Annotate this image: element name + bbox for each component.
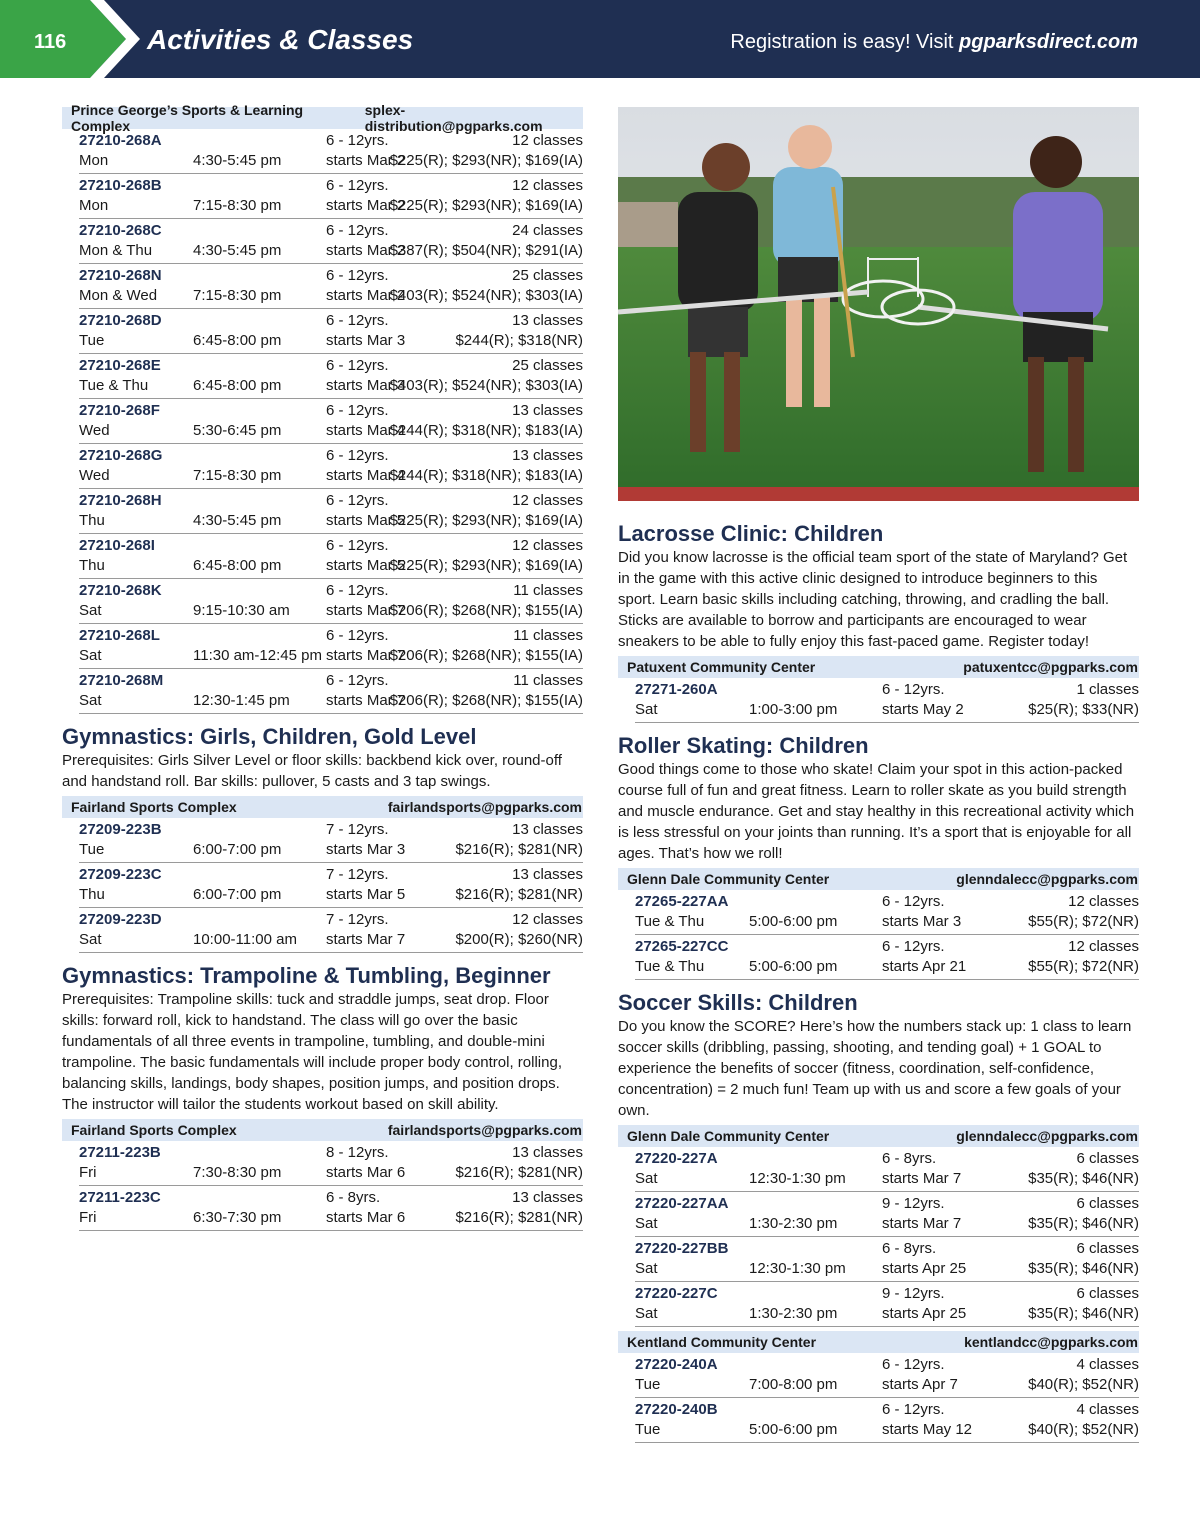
class-day: Thu	[79, 512, 105, 529]
class-code[interactable]: 27209-223C	[79, 866, 162, 883]
class-code[interactable]: 27210-268L	[79, 627, 160, 644]
class-start: starts Mar 5	[326, 557, 406, 574]
location-bar	[618, 656, 1139, 678]
class-day: Sat	[79, 692, 102, 709]
class-row	[79, 818, 583, 863]
class-age: 6 - 12yrs.	[326, 672, 389, 689]
page-number: 116	[34, 31, 67, 53]
class-row	[79, 624, 583, 669]
class-start: starts Mar 5	[326, 886, 406, 903]
class-count: 12 classes	[512, 911, 583, 928]
class-code[interactable]: 27210-268N	[79, 267, 162, 284]
class-row	[79, 129, 583, 174]
class-row	[635, 1282, 1139, 1327]
class-age: 9 - 12yrs.	[882, 1195, 945, 1212]
class-age: 6 - 12yrs.	[882, 893, 945, 910]
class-row	[79, 863, 583, 908]
class-start: starts Mar 2	[326, 152, 406, 169]
class-day: Sat	[635, 1215, 658, 1232]
class-fee: $25(R); $33(NR)	[1028, 701, 1139, 718]
class-fee: $55(R); $72(NR)	[1028, 913, 1139, 930]
class-day: Tue & Thu	[635, 913, 705, 930]
class-fee: $35(R); $46(NR)	[1028, 1305, 1139, 1322]
section-description: Good things come to those who skate! Claim your spot in this action-packed course full of fun and great fitness. Learn to roller skate as you build strength and muscle endurance. Get and stay healthy in this recreational activity which is less stressful on your joints than running. It’s a sport that is enjoyable for all ages. That’s how we roll!	[618, 761, 1135, 862]
class-code[interactable]: 27210-268M	[79, 672, 164, 689]
class-row	[79, 174, 583, 219]
left-column	[62, 102, 583, 1231]
section-description: Did you know lacrosse is the official team sport of the state of Maryland? Get in the game with this active clinic designed to introduce beginners to this sport. Learn basic skills including catching, throwing, and cradling the ball. Sticks are available to borrow and participants are encouraged to wear sneakers to be able to fully enjoy this fast-paced game. Register today!	[618, 549, 1128, 650]
location-email[interactable]: fairlandsports@pgparks.com	[387, 1122, 582, 1138]
class-fee: $200(R); $260(NR)	[455, 931, 583, 948]
class-fee: $225(R); $293(NR); $169(IA)	[389, 197, 583, 214]
class-day: Tue	[79, 332, 105, 349]
location-bar	[618, 1331, 1139, 1353]
location-name: Prince George’s Sports & Learning Complex	[71, 102, 304, 134]
class-code[interactable]: 27220-240A	[635, 1356, 718, 1373]
class-row	[79, 534, 583, 579]
class-fee: $206(R); $268(NR); $155(IA)	[389, 692, 583, 709]
class-age: 8 - 12yrs.	[326, 1144, 389, 1161]
section-description: Do you know the SCORE? Here’s how the numbers stack up: 1 class to learn soccer skills (dribbling, passing, shooting, and tending goal) + 1 GOAL to experience the benefits of soccer (fitness, coordination, self-confidence, concentration) = 2 much fun! Team up with us and score a few goals of your own.	[618, 1018, 1132, 1119]
class-start: starts Mar 3	[326, 332, 406, 349]
class-code[interactable]: 27210-268A	[79, 132, 162, 149]
class-count: 6 classes	[1076, 1240, 1139, 1257]
location-bar	[618, 1125, 1139, 1147]
location-email[interactable]: patuxentcc@pgparks.com	[963, 659, 1138, 675]
location-email[interactable]: fairlandsports@pgparks.com	[387, 799, 582, 815]
class-count: 6 classes	[1076, 1285, 1139, 1302]
class-row	[79, 264, 583, 309]
class-age: 6 - 12yrs.	[326, 177, 389, 194]
class-count: 25 classes	[512, 267, 583, 284]
class-row	[79, 1141, 583, 1186]
class-start: starts Mar 3	[326, 377, 406, 394]
class-code[interactable]: 27210-268G	[79, 447, 163, 464]
class-row	[635, 890, 1139, 935]
class-time: 7:30-8:30 pm	[193, 1164, 282, 1181]
class-count: 13 classes	[512, 1189, 583, 1206]
class-count: 13 classes	[512, 312, 583, 329]
class-age: 7 - 12yrs.	[326, 911, 389, 928]
class-time: 10:00-11:00 am	[193, 931, 297, 948]
class-age: 6 - 12yrs.	[326, 537, 389, 554]
class-start: starts Mar 7	[882, 1170, 962, 1187]
class-fee: $387(R); $504(NR); $291(IA)	[389, 242, 583, 259]
class-row	[635, 1237, 1139, 1282]
class-fee: $206(R); $268(NR); $155(IA)	[389, 647, 583, 664]
class-start: starts Mar 6	[326, 1209, 406, 1226]
class-start: starts Mar 4	[326, 467, 406, 484]
registration-note	[730, 31, 1138, 54]
class-count: 11 classes	[513, 582, 583, 599]
registration-text: Registration is easy! Visit	[730, 31, 960, 53]
location-email[interactable]: splex-distribution@pgparks.com	[364, 102, 543, 134]
class-code[interactable]: 27210-268I	[79, 537, 155, 554]
class-row	[635, 1147, 1139, 1192]
class-time: 5:30-6:45 pm	[193, 422, 282, 439]
class-count: 4 classes	[1076, 1401, 1139, 1418]
class-day: Sat	[635, 701, 658, 718]
class-start: starts Mar 7	[326, 692, 406, 709]
class-age: 6 - 8yrs.	[326, 1189, 381, 1206]
class-row	[635, 1398, 1139, 1443]
class-time: 5:00-6:00 pm	[749, 958, 838, 975]
class-code[interactable]: 27210-268B	[79, 177, 162, 194]
class-time: 11:30 am-12:45 pm	[193, 647, 322, 664]
class-count: 12 classes	[512, 492, 583, 509]
location-name: Fairland Sports Complex	[71, 1122, 237, 1138]
class-time: 5:00-6:00 pm	[749, 1421, 838, 1438]
class-start: starts Apr 25	[882, 1260, 967, 1277]
class-time: 6:00-7:00 pm	[193, 841, 282, 858]
class-time: 12:30-1:30 pm	[749, 1170, 846, 1187]
class-list	[635, 1147, 1139, 1327]
class-fee: $403(R); $524(NR); $303(IA)	[389, 287, 583, 304]
location-email[interactable]: glenndalecc@pgparks.com	[956, 1128, 1138, 1144]
class-age: 6 - 12yrs.	[326, 582, 389, 599]
class-fee: $244(R); $318(NR); $183(IA)	[389, 467, 583, 484]
class-row	[635, 1192, 1139, 1237]
class-code[interactable]: 27265-227AA	[635, 893, 729, 910]
class-row	[79, 579, 583, 624]
class-count: 11 classes	[513, 672, 583, 689]
class-start: starts Mar 7	[326, 647, 406, 664]
class-list	[635, 678, 1139, 723]
location-name: Fairland Sports Complex	[71, 799, 237, 815]
class-start: starts Mar 3	[882, 913, 962, 930]
lacrosse-photo-illustration	[618, 107, 1139, 501]
section-description: Prerequisites: Trampoline skills: tuck and straddle jumps, seat drop. Floor skills: forward roll, kick to handstand. The class will go over the basic fundamentals of all three events in trampoline, tumbling, and double-mini trampoline. The basic fundamentals will include proper body control, rolling, balancing skills, landings, body shapes, position jumps, and position drops. The instructor will tailor the students workout based on skill ability.	[62, 991, 562, 1113]
class-day: Mon	[79, 197, 109, 214]
class-age: 6 - 12yrs.	[326, 312, 389, 329]
section-heading: Soccer Skills: Children	[618, 990, 858, 1015]
class-start: starts Mar 2	[326, 197, 406, 214]
class-row	[79, 354, 583, 399]
class-code[interactable]: 27210-268E	[79, 357, 161, 374]
class-count: 11 classes	[513, 627, 583, 644]
class-time: 5:00-6:00 pm	[749, 913, 838, 930]
class-count: 13 classes	[512, 402, 583, 419]
section-heading: Roller Skating: Children	[618, 733, 869, 758]
class-fee: $403(R); $524(NR); $303(IA)	[389, 377, 583, 394]
class-start: starts Mar 2	[326, 287, 406, 304]
class-start: starts Mar 2	[326, 242, 406, 259]
class-day: Thu	[79, 557, 105, 574]
class-day: Sat	[79, 931, 102, 948]
location-name: Glenn Dale Community Center	[627, 871, 830, 887]
class-start: starts Apr 21	[882, 958, 967, 975]
class-day: Sat	[79, 602, 102, 619]
class-count: 12 classes	[512, 132, 583, 149]
class-start: starts May 12	[882, 1421, 973, 1438]
class-count: 12 classes	[1068, 893, 1139, 910]
class-start: starts Apr 7	[882, 1376, 958, 1393]
class-fee: $216(R); $281(NR)	[455, 841, 583, 858]
section-heading: Lacrosse Clinic: Children	[618, 521, 884, 546]
class-row	[79, 1186, 583, 1231]
class-time: 9:15-10:30 am	[193, 602, 290, 619]
class-row	[79, 219, 583, 264]
class-time: 6:45-8:00 pm	[193, 332, 282, 349]
class-day: Mon & Thu	[79, 242, 153, 259]
class-fee: $40(R); $52(NR)	[1028, 1421, 1139, 1438]
section-description: Prerequisites: Girls Silver Level or floor skills: backbend kick over, round-off and handstand roll. Bar skills: pullover, 5 casts and 3 tap swings.	[62, 752, 562, 790]
class-list	[635, 890, 1139, 980]
class-fee: $216(R); $281(NR)	[455, 886, 583, 903]
class-age: 6 - 8yrs.	[882, 1240, 937, 1257]
class-age: 6 - 12yrs.	[882, 681, 945, 698]
class-start: starts Mar 7	[326, 602, 406, 619]
class-count: 24 classes	[512, 222, 583, 239]
class-fee: $216(R); $281(NR)	[455, 1164, 583, 1181]
class-count: 13 classes	[512, 821, 583, 838]
location-email[interactable]: glenndalecc@pgparks.com	[956, 871, 1138, 887]
class-count: 1 classes	[1076, 681, 1139, 698]
class-fee: $225(R); $293(NR); $169(IA)	[389, 512, 583, 529]
class-code[interactable]: 27220-227BB	[635, 1240, 729, 1257]
location-name: Patuxent Community Center	[627, 659, 816, 675]
class-age: 6 - 12yrs.	[882, 1356, 945, 1373]
location-bar	[62, 102, 583, 134]
class-age: 6 - 12yrs.	[326, 447, 389, 464]
class-row	[79, 399, 583, 444]
location-bar	[62, 1119, 583, 1141]
class-fee: $206(R); $268(NR); $155(IA)	[389, 602, 583, 619]
class-age: 7 - 12yrs.	[326, 866, 389, 883]
class-list	[79, 1141, 583, 1231]
class-list	[79, 129, 583, 714]
class-age: 6 - 12yrs.	[326, 132, 389, 149]
class-time: 7:15-8:30 pm	[193, 467, 282, 484]
class-count: 6 classes	[1076, 1195, 1139, 1212]
class-time: 4:30-5:45 pm	[193, 512, 282, 529]
location-name: Glenn Dale Community Center	[627, 1128, 830, 1144]
class-time: 6:30-7:30 pm	[193, 1209, 282, 1226]
location-email[interactable]: kentlandcc@pgparks.com	[964, 1334, 1138, 1350]
class-age: 6 - 12yrs.	[882, 1401, 945, 1418]
class-start: starts Apr 25	[882, 1305, 967, 1322]
location-bar	[62, 796, 583, 818]
class-fee: $225(R); $293(NR); $169(IA)	[389, 152, 583, 169]
class-row	[635, 1353, 1139, 1398]
class-row	[635, 935, 1139, 980]
class-day: Mon & Wed	[79, 287, 158, 304]
class-start: starts Mar 4	[326, 422, 406, 439]
class-day: Fri	[79, 1209, 97, 1226]
class-start: starts Mar 7	[326, 931, 406, 948]
class-fee: $244(R); $318(NR)	[455, 332, 583, 349]
class-code[interactable]: 27220-227C	[635, 1285, 718, 1302]
class-fee: $244(R); $318(NR); $183(IA)	[389, 422, 583, 439]
location-bar	[618, 868, 1139, 890]
class-count: 13 classes	[512, 866, 583, 883]
class-age: 6 - 12yrs.	[326, 492, 389, 509]
class-code[interactable]: 27210-268C	[79, 222, 162, 239]
lacrosse-photo	[618, 107, 1139, 501]
page-header	[0, 0, 1200, 78]
class-count: 12 classes	[1068, 938, 1139, 955]
class-time: 7:15-8:30 pm	[193, 197, 282, 214]
class-fee: $225(R); $293(NR); $169(IA)	[389, 557, 583, 574]
registration-link[interactable]: pgparksdirect.com	[959, 31, 1138, 53]
class-time: 1:30-2:30 pm	[749, 1215, 838, 1232]
class-code[interactable]: 27209-223B	[79, 821, 162, 838]
class-time: 4:30-5:45 pm	[193, 152, 282, 169]
class-age: 6 - 12yrs.	[326, 402, 389, 419]
class-count: 4 classes	[1076, 1356, 1139, 1373]
class-time: 12:30-1:30 pm	[749, 1260, 846, 1277]
class-time: 1:00-3:00 pm	[749, 701, 838, 718]
class-code[interactable]: 27211-223C	[79, 1189, 161, 1206]
class-fee: $35(R); $46(NR)	[1028, 1260, 1139, 1277]
class-time: 6:00-7:00 pm	[193, 886, 282, 903]
class-fee: $35(R); $46(NR)	[1028, 1170, 1139, 1187]
class-fee: $40(R); $52(NR)	[1028, 1376, 1139, 1393]
class-age: 6 - 12yrs.	[326, 357, 389, 374]
class-time: 1:30-2:30 pm	[749, 1305, 838, 1322]
class-count: 12 classes	[512, 537, 583, 554]
class-start: starts Mar 5	[326, 512, 406, 529]
class-age: 6 - 12yrs.	[326, 627, 389, 644]
class-code[interactable]: 27220-227A	[635, 1150, 718, 1167]
class-day: Sat	[635, 1170, 658, 1187]
class-count: 25 classes	[512, 357, 583, 374]
class-time: 6:45-8:00 pm	[193, 377, 282, 394]
class-day: Tue	[635, 1421, 661, 1438]
class-time: 7:15-8:30 pm	[193, 287, 282, 304]
class-code[interactable]: 27210-268D	[79, 312, 162, 329]
class-day: Sat	[635, 1305, 658, 1322]
class-count: 13 classes	[512, 1144, 583, 1161]
class-time: 7:00-8:00 pm	[749, 1376, 838, 1393]
class-row	[635, 678, 1139, 723]
class-row	[79, 489, 583, 534]
class-start: starts Mar 7	[882, 1215, 962, 1232]
class-age: 6 - 12yrs.	[326, 222, 389, 239]
class-list	[635, 1353, 1139, 1443]
class-row	[79, 908, 583, 953]
class-fee: $55(R); $72(NR)	[1028, 958, 1139, 975]
class-day: Wed	[79, 467, 110, 484]
class-age: 6 - 12yrs.	[326, 267, 389, 284]
section-heading: Gymnastics: Trampoline & Tumbling, Beginner	[62, 963, 551, 988]
class-row	[79, 669, 583, 714]
class-code[interactable]: 27209-223D	[79, 911, 162, 928]
class-code[interactable]: 27220-240B	[635, 1401, 718, 1418]
class-code[interactable]: 27210-268H	[79, 492, 162, 509]
class-row	[79, 309, 583, 354]
class-day: Mon	[79, 152, 109, 169]
location-name: Kentland Community Center	[627, 1334, 817, 1350]
class-row	[79, 444, 583, 489]
class-time: 6:45-8:00 pm	[193, 557, 282, 574]
class-start: starts May 2	[882, 701, 964, 718]
class-code[interactable]: 27211-223B	[79, 1144, 161, 1161]
class-day: Tue	[635, 1376, 661, 1393]
section-heading: Gymnastics: Girls, Children, Gold Level	[62, 724, 477, 749]
class-time: 4:30-5:45 pm	[193, 242, 282, 259]
class-fee: $35(R); $46(NR)	[1028, 1215, 1139, 1232]
class-count: 12 classes	[512, 177, 583, 194]
class-code[interactable]: 27210-268F	[79, 402, 160, 419]
section-title: Activities & Classes	[147, 24, 414, 55]
class-day: Tue & Thu	[635, 958, 705, 975]
class-code[interactable]: 27265-227CC	[635, 938, 729, 955]
class-day: Wed	[79, 422, 110, 439]
class-list	[79, 818, 583, 953]
class-day: Tue	[79, 841, 105, 858]
class-age: 6 - 8yrs.	[882, 1150, 937, 1167]
right-column	[618, 107, 1139, 1443]
class-fee: $216(R); $281(NR)	[455, 1209, 583, 1226]
class-day: Tue & Thu	[79, 377, 149, 394]
class-code[interactable]: 27210-268K	[79, 582, 162, 599]
class-day: Sat	[635, 1260, 658, 1277]
class-day: Sat	[79, 647, 102, 664]
class-day: Thu	[79, 886, 105, 903]
class-age: 7 - 12yrs.	[326, 821, 389, 838]
class-start: starts Mar 3	[326, 841, 406, 858]
class-count: 6 classes	[1076, 1150, 1139, 1167]
class-age: 9 - 12yrs.	[882, 1285, 945, 1302]
class-time: 12:30-1:45 pm	[193, 692, 290, 709]
class-code[interactable]: 27220-227AA	[635, 1195, 729, 1212]
class-start: starts Mar 6	[326, 1164, 406, 1181]
class-count: 13 classes	[512, 447, 583, 464]
class-code[interactable]: 27271-260A	[635, 681, 718, 698]
class-day: Fri	[79, 1164, 97, 1181]
class-age: 6 - 12yrs.	[882, 938, 945, 955]
